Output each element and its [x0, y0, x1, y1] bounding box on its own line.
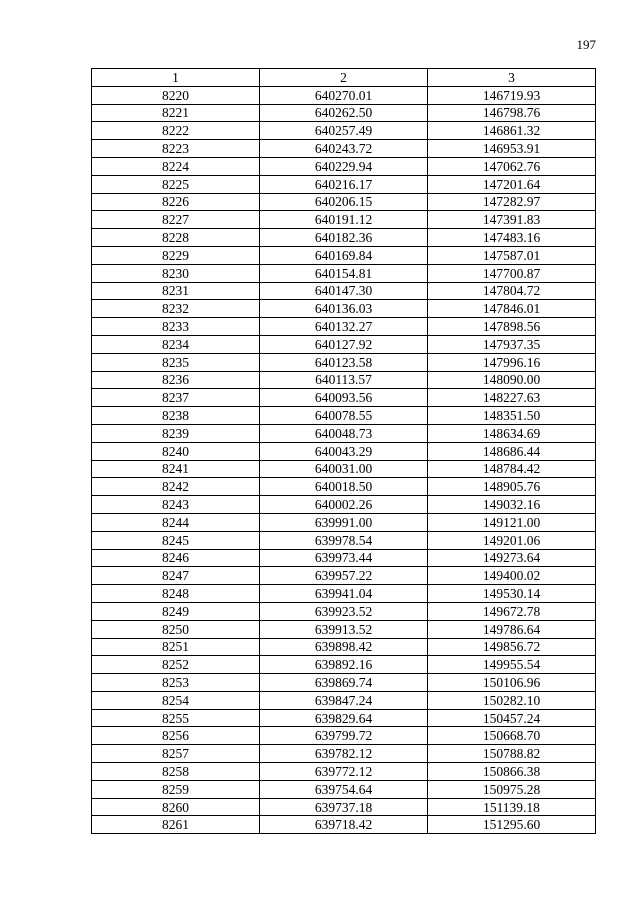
- table-row: [92, 478, 596, 496]
- table-row: [92, 318, 596, 336]
- table-row: [92, 798, 596, 816]
- table-cell: 8256: [92, 727, 260, 745]
- table-cell: 640169.84: [260, 246, 428, 264]
- table-row: [92, 602, 596, 620]
- table-row: [92, 157, 596, 175]
- table-cell: 146719.93: [428, 86, 596, 104]
- table-cell: 149032.16: [428, 496, 596, 514]
- table-cell: 639978.54: [260, 531, 428, 549]
- table-cell: 639847.24: [260, 691, 428, 709]
- table-row: [92, 816, 596, 834]
- table-cell: 8242: [92, 478, 260, 496]
- table-cell: 148351.50: [428, 407, 596, 425]
- table-cell: 146953.91: [428, 140, 596, 158]
- table-cell: 639923.52: [260, 602, 428, 620]
- table-row: [92, 86, 596, 104]
- table-cell: 8252: [92, 656, 260, 674]
- table-row: [92, 638, 596, 656]
- table-cell: 149273.64: [428, 549, 596, 567]
- table-cell: 147062.76: [428, 157, 596, 175]
- table-cell: 639754.64: [260, 780, 428, 798]
- table-cell: 8224: [92, 157, 260, 175]
- table-cell: 8223: [92, 140, 260, 158]
- table-cell: 8226: [92, 193, 260, 211]
- table-cell: 8261: [92, 816, 260, 834]
- page-number: 197: [576, 37, 596, 52]
- table-cell: 151139.18: [428, 798, 596, 816]
- table-row: [92, 300, 596, 318]
- table-cell: 640113.57: [260, 371, 428, 389]
- table-cell: 150975.28: [428, 780, 596, 798]
- table-row: [92, 140, 596, 158]
- table-cell: 640031.00: [260, 460, 428, 478]
- table-cell: 639941.04: [260, 585, 428, 603]
- table-cell: 8220: [92, 86, 260, 104]
- table-cell: 8243: [92, 496, 260, 514]
- table-cell: 146798.76: [428, 104, 596, 122]
- table-cell: 150788.82: [428, 745, 596, 763]
- table-cell: 639898.42: [260, 638, 428, 656]
- table-cell: 8234: [92, 335, 260, 353]
- table-cell: 8222: [92, 122, 260, 140]
- table-cell: 640154.81: [260, 264, 428, 282]
- table-row: [92, 620, 596, 638]
- table-cell: 147937.35: [428, 335, 596, 353]
- table-cell: 640206.15: [260, 193, 428, 211]
- table-cell: 150106.96: [428, 674, 596, 692]
- table-row: [92, 371, 596, 389]
- table-row: [92, 513, 596, 531]
- table-cell: 147391.83: [428, 211, 596, 229]
- table-cell: 149201.06: [428, 531, 596, 549]
- table-cell: 148634.69: [428, 424, 596, 442]
- table-cell: 8231: [92, 282, 260, 300]
- table-cell: 148905.76: [428, 478, 596, 496]
- table-row: [92, 585, 596, 603]
- table-cell: 150282.10: [428, 691, 596, 709]
- table-cell: 640147.30: [260, 282, 428, 300]
- table-cell: 8235: [92, 353, 260, 371]
- table-cell: 8240: [92, 442, 260, 460]
- table-row: [92, 407, 596, 425]
- table-row: [92, 246, 596, 264]
- table-cell: 8244: [92, 513, 260, 531]
- table-cell: 640043.29: [260, 442, 428, 460]
- column-header-2: 2: [260, 69, 428, 87]
- table-cell: 149786.64: [428, 620, 596, 638]
- table-cell: 8254: [92, 691, 260, 709]
- table-header-row: [92, 69, 596, 87]
- table-cell: 149856.72: [428, 638, 596, 656]
- table-cell: 148090.00: [428, 371, 596, 389]
- table-row: [92, 175, 596, 193]
- table-row: [92, 549, 596, 567]
- table-cell: 640136.03: [260, 300, 428, 318]
- table-row: [92, 780, 596, 798]
- table-row: [92, 460, 596, 478]
- table-row: [92, 264, 596, 282]
- table-cell: 148686.44: [428, 442, 596, 460]
- coordinates-table: [91, 68, 596, 834]
- table-cell: 148784.42: [428, 460, 596, 478]
- table-cell: 147282.97: [428, 193, 596, 211]
- table-cell: 146861.32: [428, 122, 596, 140]
- table-cell: 8245: [92, 531, 260, 549]
- table-cell: 8232: [92, 300, 260, 318]
- table-cell: 8228: [92, 229, 260, 247]
- table-cell: 8250: [92, 620, 260, 638]
- table-cell: 639973.44: [260, 549, 428, 567]
- table-cell: 639991.00: [260, 513, 428, 531]
- table-cell: 8255: [92, 709, 260, 727]
- table-cell: 149400.02: [428, 567, 596, 585]
- table-cell: 640270.01: [260, 86, 428, 104]
- table-cell: 639829.64: [260, 709, 428, 727]
- table-cell: 147201.64: [428, 175, 596, 193]
- table-cell: 147700.87: [428, 264, 596, 282]
- table-cell: 640243.72: [260, 140, 428, 158]
- table-cell: 149121.00: [428, 513, 596, 531]
- table-cell: 8238: [92, 407, 260, 425]
- table-cell: 639782.12: [260, 745, 428, 763]
- table-cell: 8225: [92, 175, 260, 193]
- table-cell: 8246: [92, 549, 260, 567]
- table-body: [92, 86, 596, 833]
- table-cell: 639892.16: [260, 656, 428, 674]
- table-cell: 8258: [92, 763, 260, 781]
- table-cell: 8248: [92, 585, 260, 603]
- table-row: [92, 531, 596, 549]
- table-cell: 8251: [92, 638, 260, 656]
- table-cell: 639772.12: [260, 763, 428, 781]
- table-cell: 8253: [92, 674, 260, 692]
- table-cell: 639869.74: [260, 674, 428, 692]
- table-cell: 8247: [92, 567, 260, 585]
- table-cell: 8257: [92, 745, 260, 763]
- table-cell: 639718.42: [260, 816, 428, 834]
- table-cell: 640191.12: [260, 211, 428, 229]
- table-cell: 8260: [92, 798, 260, 816]
- table-cell: 8229: [92, 246, 260, 264]
- table-row: [92, 211, 596, 229]
- table-row: [92, 496, 596, 514]
- table-row: [92, 229, 596, 247]
- table-cell: 640123.58: [260, 353, 428, 371]
- table-cell: 640093.56: [260, 389, 428, 407]
- table-cell: 8236: [92, 371, 260, 389]
- table-cell: 8249: [92, 602, 260, 620]
- table-cell: 8237: [92, 389, 260, 407]
- table-cell: 640002.26: [260, 496, 428, 514]
- table-cell: 640182.36: [260, 229, 428, 247]
- table-cell: 639799.72: [260, 727, 428, 745]
- table-cell: 640078.55: [260, 407, 428, 425]
- table-row: [92, 353, 596, 371]
- table-row: [92, 745, 596, 763]
- table-cell: 639957.22: [260, 567, 428, 585]
- table-cell: 149955.54: [428, 656, 596, 674]
- table-cell: 639913.52: [260, 620, 428, 638]
- table-row: [92, 567, 596, 585]
- table-row: [92, 442, 596, 460]
- table-cell: 8239: [92, 424, 260, 442]
- table-row: [92, 389, 596, 407]
- table-cell: 151295.60: [428, 816, 596, 834]
- table-row: [92, 709, 596, 727]
- table-cell: 640257.49: [260, 122, 428, 140]
- table-cell: 8233: [92, 318, 260, 336]
- column-header-1: 1: [92, 69, 260, 87]
- table-row: [92, 122, 596, 140]
- table-cell: 640229.94: [260, 157, 428, 175]
- table-cell: 640127.92: [260, 335, 428, 353]
- table-cell: 640216.17: [260, 175, 428, 193]
- table-row: [92, 674, 596, 692]
- table-cell: 147846.01: [428, 300, 596, 318]
- table-row: [92, 727, 596, 745]
- table-row: [92, 193, 596, 211]
- table-cell: 147996.16: [428, 353, 596, 371]
- table-cell: 8221: [92, 104, 260, 122]
- table-row: [92, 335, 596, 353]
- table-cell: 148227.63: [428, 389, 596, 407]
- table-cell: 147804.72: [428, 282, 596, 300]
- table-cell: 150668.70: [428, 727, 596, 745]
- table-cell: 8227: [92, 211, 260, 229]
- table-cell: 8230: [92, 264, 260, 282]
- table-cell: 8259: [92, 780, 260, 798]
- table-row: [92, 424, 596, 442]
- table-cell: 640018.50: [260, 478, 428, 496]
- table-cell: 640132.27: [260, 318, 428, 336]
- table-cell: 147483.16: [428, 229, 596, 247]
- table-cell: 149672.78: [428, 602, 596, 620]
- table-row: [92, 763, 596, 781]
- column-header-3: 3: [428, 69, 596, 87]
- table-row: [92, 282, 596, 300]
- table-row: [92, 691, 596, 709]
- table-cell: 150866.38: [428, 763, 596, 781]
- table-cell: 150457.24: [428, 709, 596, 727]
- table-row: [92, 104, 596, 122]
- table-cell: 639737.18: [260, 798, 428, 816]
- table-cell: 8241: [92, 460, 260, 478]
- table-row: [92, 656, 596, 674]
- table-cell: 640048.73: [260, 424, 428, 442]
- table-cell: 147587.01: [428, 246, 596, 264]
- table-cell: 149530.14: [428, 585, 596, 603]
- table-cell: 640262.50: [260, 104, 428, 122]
- table-cell: 147898.56: [428, 318, 596, 336]
